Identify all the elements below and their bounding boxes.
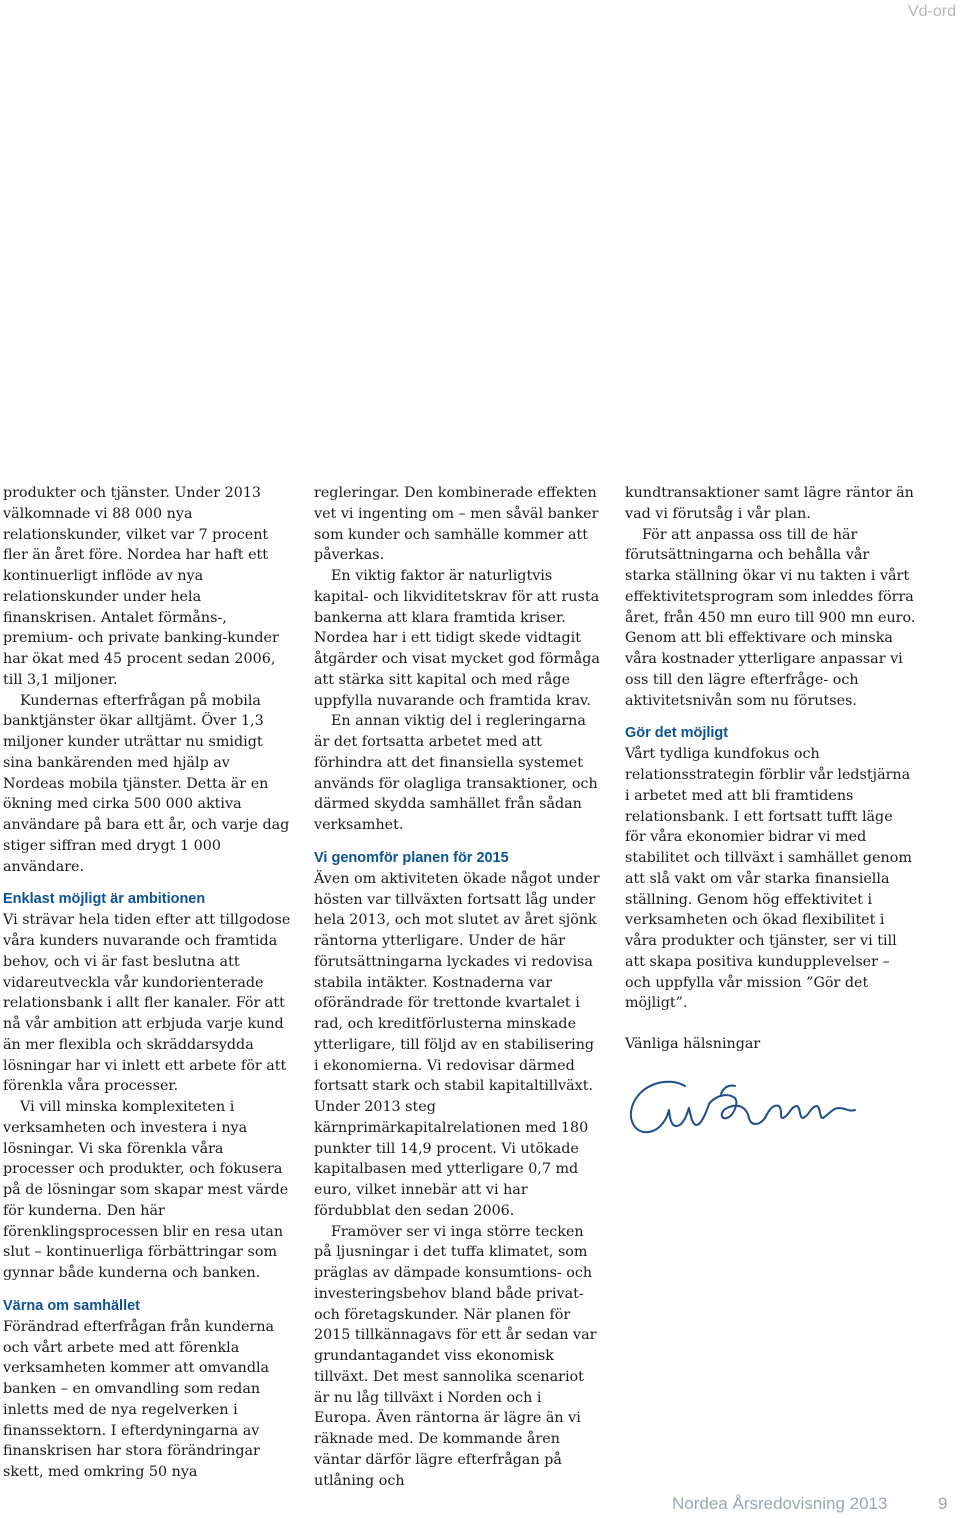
section-heading: Vi genomför planen för 2015 <box>314 849 509 866</box>
paragraph: Vi strävar hela tiden efter att tillgodose våra kunders nuvarande och framtida behov, och vi är fast beslutna att vidareutveckla vår kundorienterade relationsbank i allt fler kanaler. För att nå vår ambition att erbjuda varje kund än mer flexibla och skräddarsydda lösningar har vi inlett ett arbete för att förenkla våra processer. <box>3 912 291 1095</box>
page-number: 9 <box>938 1494 948 1513</box>
section-heading: Enklast möjligt är ambitionen <box>3 891 206 908</box>
paragraph: Även om aktiviteten ökade något under hösten var tillväxten fortsatt låg under hela 2013, och mot slutet av året sjönk räntorna ytterligare. Under de här förutsättningarna lyckades vi redovisa stabila intäkter. Kostnaderna var oförändrade för trettonde kvartalet i rad, och kreditförlusterna minskade ytterligare, till följd av en stabilisering i ekonomierna. Vi redovisar därmed fortsatt stark och stabil kapitaltillväxt. Under 2013 steg kärnprimärkapitalrelationen med 180 punkter till 14,9 procent. Vi utökade kapitalbasen med ytterligare 0,7 md euro, vilket innebär att vi har fördubblat den sedan 2006. <box>314 870 600 1219</box>
text-column-1 <box>3 483 291 1483</box>
text-column-2 <box>314 483 602 1491</box>
paragraph: En viktig faktor är naturligtvis kapital- och likviditetskrav för att rusta bankerna att klara framtida kriser. Nordea har i ett tidigt skede vidtagit åtgärder och visat mycket god förmåga att stärka sitt kapital och med råge uppfylla nuvarande och framtida krav. <box>314 568 600 709</box>
section-label: Vd-ord <box>907 3 956 20</box>
text-column-3 <box>625 483 917 1055</box>
paragraph: Vi vill minska komplexiteten i verksamheten och investera i nya lösningar. Vi ska förenkla våra processer och produkter, och fokusera på de lösningar som skapar mest värde för kunderna. Den här förenklingsprocessen blir en resa utan slut – kontinuerliga förbättringar som gynnar både kunderna och banken. <box>3 1099 289 1281</box>
paragraph: En annan viktig del i regleringarna är det fortsatta arbetet med att förhindra att det finansiella systemet används för olagliga transaktioner, och därmed skydda samhället från sådan verksamhet. <box>314 713 598 833</box>
section-heading: Värna om samhället <box>3 1297 140 1314</box>
paragraph: Kundernas efterfrågan på mobila banktjänster ökar alltjämt. Över 1,3 miljoner kunder uträttar nu smidigt sina bankärenden med hjälp av Nordeas mobila tjänster. Detta är en ökning med cirka 500 000 aktiva användare på bara ett år, och varje dag stiger siffran med drygt 1 000 användare. <box>3 692 290 875</box>
paragraph: kundtransaktioner samt lägre räntor än vad vi förutsåg i vår plan. <box>625 485 914 522</box>
paragraph: produkter och tjänster. Under 2013 välkomnade vi 88 000 nya relationskunder, vilket var 7 procent fler än året före. Nordea har haft ett kontinuerligt inflöde av nya relationskunder under hela finanskrisen. Antalet förmåns-, premium- och private banking-kunder har ökat med 45 procent sedan 2006, till 3,1 miljoner. <box>3 485 279 688</box>
paragraph: Framöver ser vi inga större tecken på ljusningar i det tuffa klimatet, som präglas av dämpade konsumtions- och investeringsbehov bland både privat- och företagskunder. När planen för 2015 tillkännagavs för ett år sedan var grundantagandet viss ekonomisk tillväxt. Det mest sannolika scenariot är nu låg tillväxt i Norden och i Europa. Även räntorna är lägre än vi räknade med. De kommande åren väntar därför lägre efterfrågan på utlåning och <box>314 1223 597 1489</box>
closing-greeting: Vänliga hälsningar <box>625 1036 761 1052</box>
publication-title: Nordea Årsredovisning 2013 <box>672 1494 888 1513</box>
paragraph: Vårt tydliga kundfokus och relationsstrategin förblir vår ledstjärna i arbetet med att bli framtidens relationsbank. I ett fortsatt tufft läge för våra ekonomier bidrar vi med stabilitet och tillväxt i samhället genom att slå vakt om vår starka finansiella ställning. Genom hög effektivitet i verksamheten och ökad flexibilitet i våra produkter och tjänster, ser vi till att skapa positiva kundupplevelser – och uppfylla vår mission ”Gör det möjligt”. <box>625 746 912 1012</box>
paragraph: regleringar. Den kombinerade effekten vet vi ingenting om – men såväl banker som kunder och samhälle kommer att påverkas. <box>314 485 599 564</box>
paragraph: Förändrad efterfrågan från kunderna och vårt arbete med att förenkla verksamheten kommer att omvandla banken – en omvandling som redan inletts med de nya regelverken i finanssektorn. I efterdyningarna av finanskrisen har stora förändringar skett, med omkring 50 nya <box>3 1318 275 1480</box>
paragraph: För att anpassa oss till de här förutsättningarna och behålla vår starka ställning ökar vi nu takten i vårt effektivitetsprogram som inleddes förra året, från 450 mn euro till 900 mn euro. Genom att bli effektivare och minska våra kostnader ytterligare anpassar vi oss till den lägre efterfråge- och aktivitetsnivån som nu förutses. <box>625 526 916 709</box>
section-heading: Gör det möjligt <box>625 725 729 742</box>
signature <box>623 1074 858 1154</box>
